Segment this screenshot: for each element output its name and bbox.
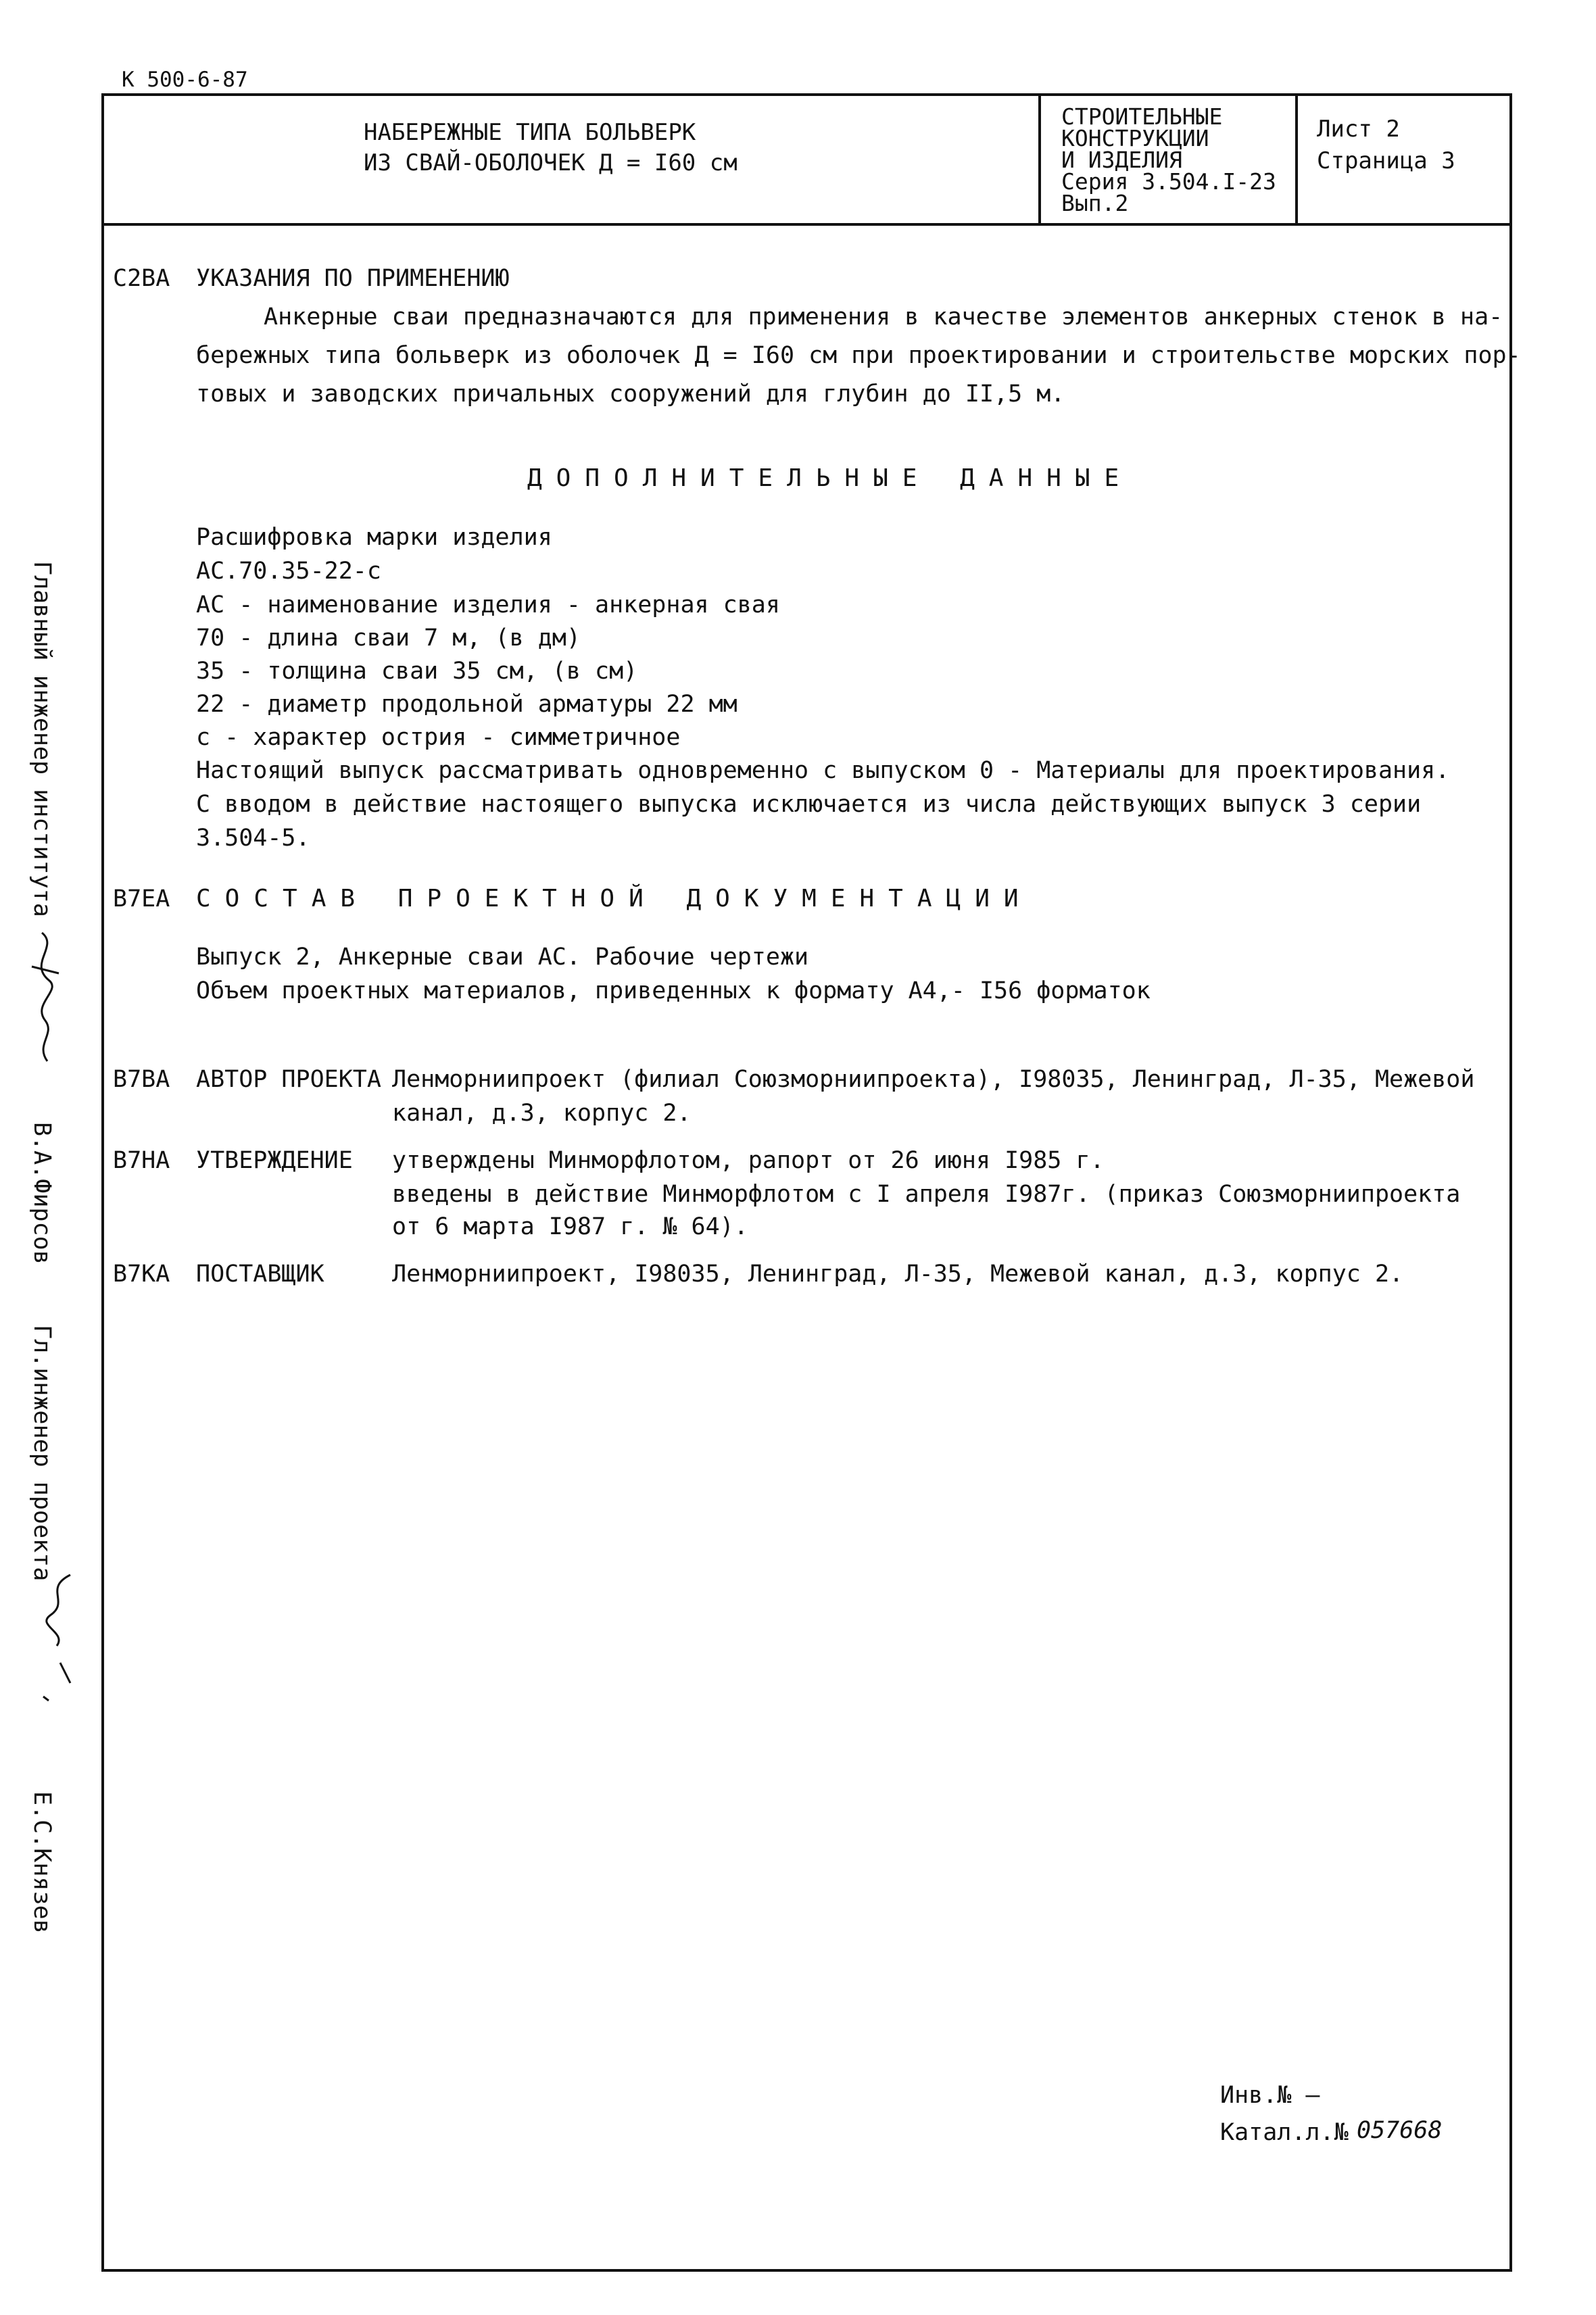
additional-line: 22 - диаметр продольной арматуры 22 мм bbox=[196, 691, 737, 718]
catalog-label: Катал.л.№ bbox=[1220, 2119, 1349, 2146]
section-code-composition: В7ЕА bbox=[113, 885, 170, 912]
series-line-1: СТРОИТЕЛЬНЫЕ bbox=[1061, 103, 1223, 130]
supplier-label: ПОСТАВЩИК bbox=[196, 1261, 324, 1288]
title-line-2: ИЗ СВАЙ-ОБОЛОЧЕК Д = I60 см bbox=[364, 149, 737, 176]
sheet-number: Лист 2 bbox=[1317, 116, 1400, 143]
inventory-number: Инв.№ — bbox=[1220, 2082, 1320, 2109]
section-code-author: В7ВА bbox=[113, 1066, 170, 1093]
document-code: К 500-6-87 bbox=[122, 68, 248, 92]
chief-engineer-title: Главный инженер института bbox=[28, 561, 55, 917]
signature-project-engineer bbox=[30, 1568, 84, 1706]
additional-line: АС.70.35-22-с bbox=[196, 558, 381, 585]
title-block-divider bbox=[1038, 93, 1041, 226]
author-line: канал, д.3, корпус 2. bbox=[392, 1100, 692, 1127]
section-code-supplier: В7КА bbox=[113, 1261, 170, 1288]
additional-line: с - характер острия - симметричное bbox=[196, 724, 681, 751]
additional-line: С вводом в действие настоящего выпуска исключается из числа действующих выпуск 3 серии bbox=[196, 791, 1422, 818]
additional-line: 70 - длина сваи 7 м, (в дм) bbox=[196, 625, 581, 652]
additional-data-heading: ДОПОЛНИТЕЛЬНЫЕ ДАННЫЕ bbox=[527, 464, 1134, 492]
author-line: Ленморниипроект (филиал Союзморниипроекта), I98035, Ленинград, Л-35, Межевой bbox=[392, 1066, 1475, 1093]
title-line-1: НАБЕРЕЖНЫЕ ТИПА БОЛЬВЕРК bbox=[364, 119, 696, 146]
composition-line: Объем проектных материалов, приведенных к формату А4,- I56 форматок bbox=[196, 977, 1151, 1004]
catalog-number: 057668 bbox=[1357, 2117, 1443, 2144]
page-number: Страница 3 bbox=[1317, 147, 1455, 174]
approval-line: введены в действие Минморфлотом с I апреля I987г. (приказ Союзморниипроекта bbox=[392, 1181, 1461, 1208]
title-block-divider bbox=[1295, 93, 1298, 226]
usage-text-line: бережных типа больверк из оболочек Д = I60 см при проектировании и строительстве морских пор- bbox=[196, 342, 1521, 369]
section-code-approval: В7НА bbox=[113, 1147, 170, 1174]
additional-line: Расшифровка марки изделия bbox=[196, 524, 552, 551]
title-block bbox=[101, 93, 1512, 226]
approval-line: от 6 марта I987 г. № 64). bbox=[392, 1213, 748, 1240]
author-label: АВТОР ПРОЕКТА bbox=[196, 1066, 381, 1093]
section-heading-usage: УКАЗАНИЯ ПО ПРИМЕНЕНИЮ bbox=[196, 265, 510, 292]
project-engineer-name: Е.С.Князев bbox=[28, 1791, 55, 1934]
supplier-line: Ленморниипроект, I98035, Ленинград, Л-35, Межевой канал, д.3, корпус 2. bbox=[392, 1261, 1404, 1288]
usage-text-line: товых и заводских причальных сооружений для глубин до II,5 м. bbox=[196, 381, 1065, 408]
issue-number: Вып.2 bbox=[1061, 190, 1129, 216]
usage-text-line: Анкерные сваи предназначаются для применения в качестве элементов анкерных стенок в на- bbox=[264, 303, 1503, 331]
approval-line: утверждены Минморфлотом, рапорт от 26 июня I985 г. bbox=[392, 1147, 1105, 1174]
series-number: Серия 3.504.I-23 bbox=[1061, 168, 1276, 195]
section-code-usage: С2ВА bbox=[113, 265, 170, 292]
approval-label: УТВЕРЖДЕНИЕ bbox=[196, 1147, 353, 1174]
additional-line: АС - наименование изделия - анкерная свая bbox=[196, 591, 780, 618]
chief-engineer-name: В.А.Фирсов bbox=[28, 1122, 55, 1265]
signature-chief-engineer bbox=[22, 926, 69, 1071]
additional-line: Настоящий выпуск рассматривать одновременно с выпуском 0 - Материалы для проектирования. bbox=[196, 757, 1450, 784]
composition-line: Выпуск 2, Анкерные сваи АС. Рабочие чертежи bbox=[196, 944, 809, 971]
series-line-3: И ИЗДЕЛИЯ bbox=[1061, 147, 1182, 173]
project-engineer-title: Гл.инженер проекта bbox=[28, 1325, 55, 1582]
additional-line: 35 - толщина сваи 35 см, (в см) bbox=[196, 658, 638, 685]
additional-line: 3.504-5. bbox=[196, 825, 310, 852]
series-line-2: КОНСТРУКЦИИ bbox=[1061, 125, 1209, 151]
composition-heading: СОСТАВ ПРОЕКТНОЙ ДОКУМЕНТАЦИИ bbox=[196, 885, 1033, 912]
